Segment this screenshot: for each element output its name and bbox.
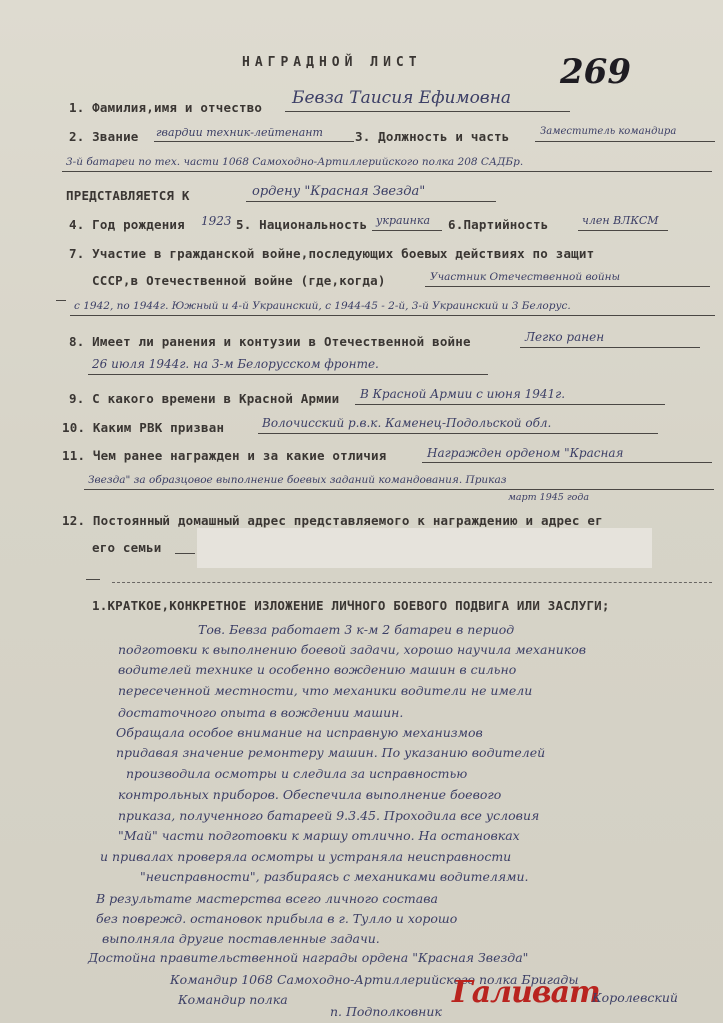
field-3-underline-a [535,141,715,142]
section-heading: 1.КРАТКОЕ,КОНКРЕТНОЕ ИЗЛОЖЕНИЕ ЛИЧНОГО БОЕВОГО ПОДВИГА ИЛИ ЗАСЛУГИ; [92,598,610,613]
body-line-8: производила осмотры и следила за исправностью [126,766,468,781]
commander-signature: Галиват [452,975,600,1010]
field-6-underline [578,230,668,231]
field-9-underline [355,404,665,405]
field-2-label: 2. Звание [69,129,139,144]
body-line-15: без поврежд. остановок прибыла в г. Тулло и хорошо [96,911,458,926]
field-11-underline-b [84,489,714,490]
body-line-10: приказа, полученного батареей 9.3.45. Проходила все условия [118,808,540,823]
body-line-6: Обращала особое внимание на исправную механизмов [116,725,483,740]
field-7-value-b: с 1942, по 1944г. Южный и 4-й Украинский, с 1944-45 - 2-й, 3-й Украинский и 3 Белорус. [74,300,571,312]
field-4-label: 4. Год рождения [69,217,185,232]
field-10-label: 10. Каким РВК призван [62,420,225,435]
field-7-label-a: 7. Участие в гражданской войне,последующих боевых действиях по защит [69,246,595,261]
field-11-underline-a [422,462,712,463]
field-8-value-b: 26 июля 1944г. на 3-м Белорусском фронте. [92,357,379,371]
field-8-underline-b [88,374,488,375]
body-line-1: Тов. Бевза работает 3 к-м 2 батареи в период [198,622,515,637]
body-line-14: В результате мастерства всего личного состава [96,891,438,906]
body-line-20: п. Подполковник [330,1004,442,1019]
field-3-label: 3. Должность и часть [355,129,510,144]
signature-suffix: Королевский [592,990,678,1005]
body-line-18: Командир 1068 Самоходно-Артиллерийского полка Бригады [170,972,579,987]
field-1-value: Бевза Таисия Ефимовна [292,88,512,108]
body-line-12: и привалах проверяла осмотры и устраняла неисправности [100,849,512,864]
field-11-value-a: Награжден орденом "Красная [427,446,624,460]
document-title: НАГРАДНОЙ ЛИСТ [242,55,422,70]
body-line-5: достаточного опыта в вождении машин. [118,705,404,720]
field-10-value: Волочисский р.в.к. Каменец-Подольской обл. [262,416,552,430]
field-2-underline [154,141,354,142]
present-value: ордену "Красная Звезда" [252,184,426,199]
field-6-value: член ВЛКСМ [582,214,659,227]
field-11-label: 11. Чем ранее награжден и за какие отличия [62,448,387,463]
body-line-9: контрольных приборов. Обеспечила выполнение боевого [118,787,502,802]
field-8-label: 8. Имеет ли ранения и контузии в Отечественной войне [69,334,471,349]
redacted-address-area [197,528,652,568]
field-9-value: В Красной Армии с июня 1941г. [360,387,566,401]
body-line-16: выполняла другие поставленные задачи. [102,931,380,946]
field-5-underline [372,230,442,231]
field-2-value: гвардии техник-лейтенант [156,126,323,139]
present-underline [246,201,496,202]
field-5-value: украинка [376,214,431,227]
field-7-value-a: Участник Отечественной войны [430,271,621,283]
field-10-underline [258,433,658,434]
field-3-value-b: 3-й батареи по тех. части 1068 Самоходно-Артиллерийского полка 208 САДБр. [66,156,524,168]
field-12-underline [175,553,195,554]
field-1-label: 1. Фамилия,имя и отчество [69,100,263,115]
field-1-underline [285,111,570,112]
field-3-value-a: Заместитель командира [540,126,677,137]
field-9-label: 9. С какого времени в Красной Армии [69,391,340,406]
margin-mark-1 [56,300,66,301]
field-12-dash [86,579,100,580]
body-line-11: "Май" части подготовки к маршу отлично. На остановках [118,828,520,843]
field-8-underline-a [520,347,700,348]
body-line-7: придавая значение ремонтеру машин. По указанию водителей [116,745,546,760]
body-line-2: подготовки к выполнению боевой задачи, хорошо научила механиков [118,642,587,657]
field-11-value-b: Звезда" за образцовое выполнение боевых заданий командования. Приказ [88,474,507,486]
sheet-number: 269 [560,52,631,92]
body-line-13: "неисправности", разбираясь с механиками водителями. [140,869,529,884]
present-label: ПРЕДСТАВЛЯЕТСЯ К [66,188,190,203]
body-line-17: Достойна правительственной награды ордена "Красная Звезда" [88,950,529,965]
field-8-value-a: Легко ранен [525,330,605,344]
field-7-underline-b [70,315,715,316]
section-divider [112,582,712,583]
body-line-19: Командир полка [178,992,288,1007]
field-5-label: 5. Национальность [236,217,368,232]
field-7-label-b: СССР,в Отечественной войне (где,когда) [92,273,386,288]
field-7-underline-a [425,286,710,287]
field-11-value-c: март 1945 года [508,492,590,503]
field-12-label-a: 12. Постоянный домашный адрес представляемого к награждению и адрес ег [62,513,603,528]
field-4-value: 1923 [201,214,232,228]
body-line-4: пересеченной местности, что механики водители не имели [118,683,533,698]
body-line-3: водителей технике и особенно вождению машин в сильно [118,662,517,677]
field-12-label-b: его семьи [92,540,162,555]
field-3-underline-b [62,171,712,172]
field-6-label: 6.Партийность [448,217,549,232]
